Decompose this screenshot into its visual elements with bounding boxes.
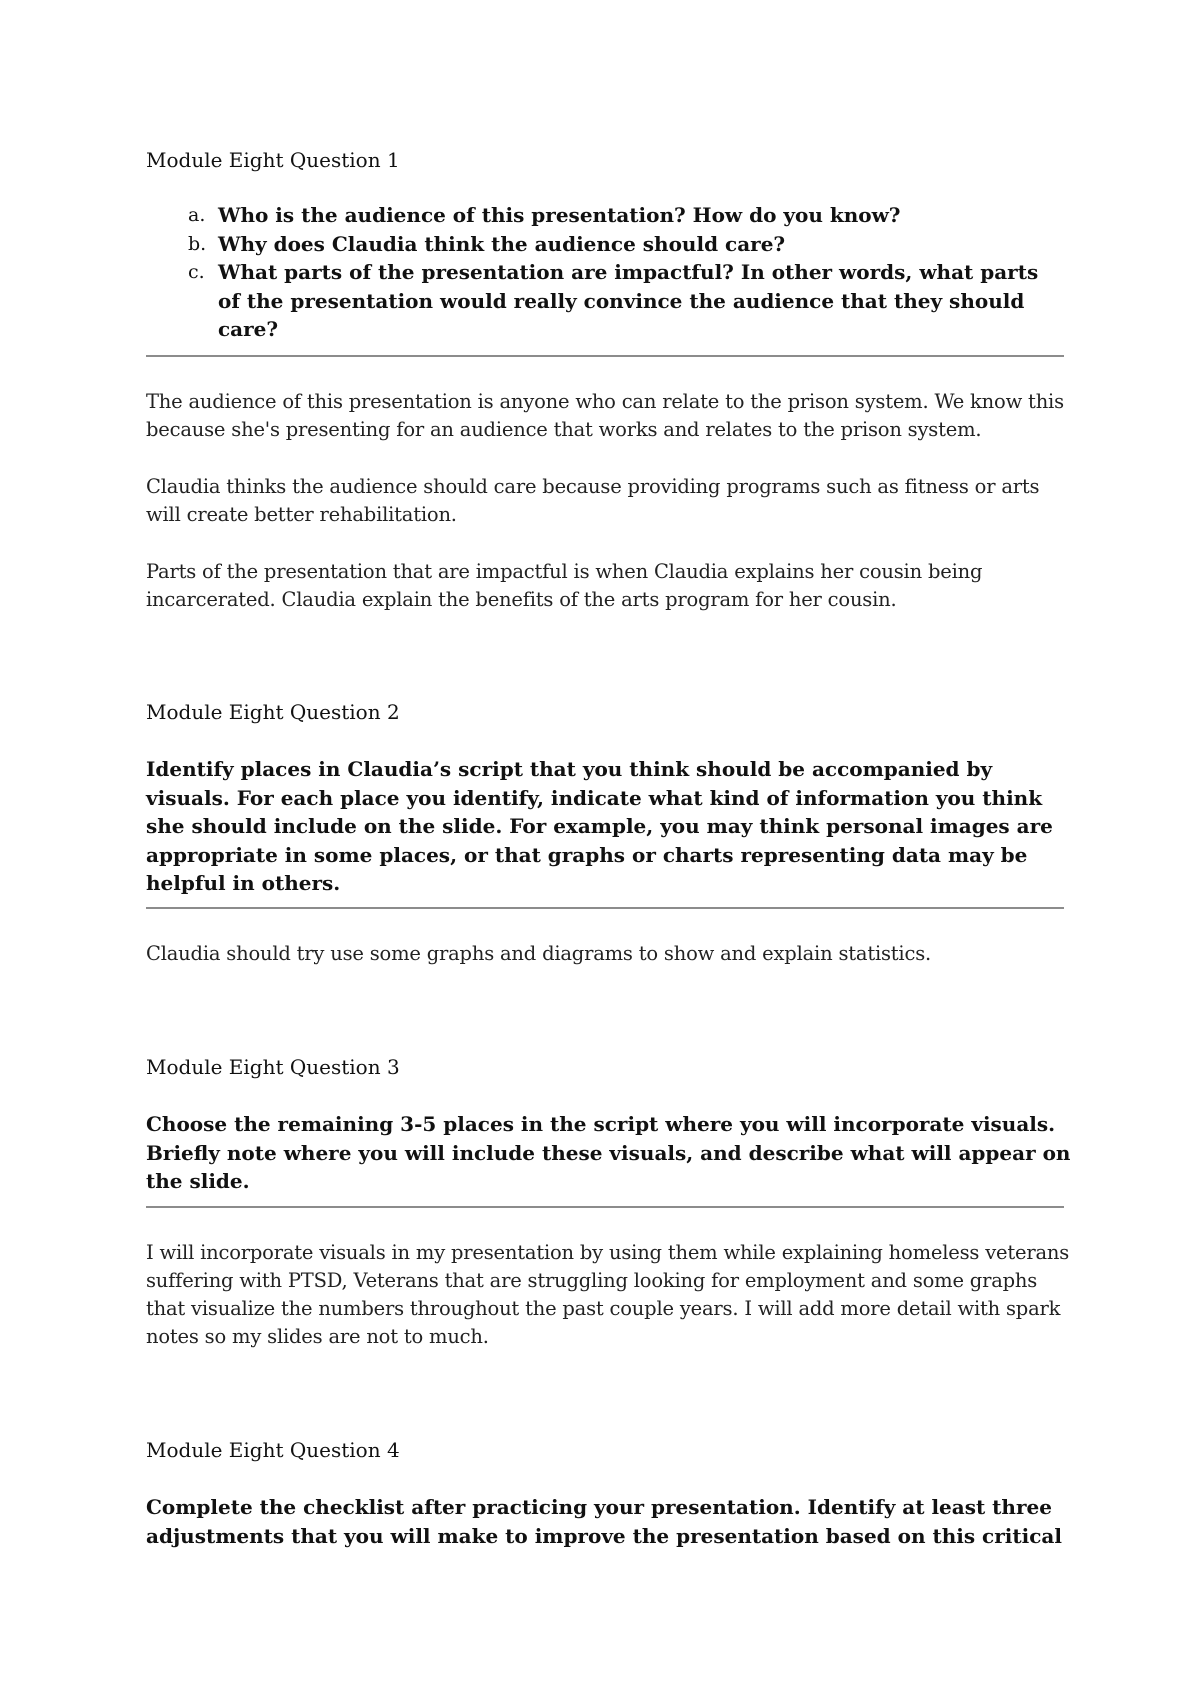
question-1-item-a (146, 201, 1066, 230)
question-4-prompt: Complete the checklist after practicing your presentation. Identify at least three adjustments that you will make to improve the presentation based on this critical (146, 1495, 1062, 1548)
question-1-answer-1: The audience of this presentation is anyone who can relate to the prison system. We know this because she's presenting for an audience that works and relates to the prison system. (146, 390, 1064, 441)
list-item-text: What parts of the presentation are impactful? In other words, what parts of the presentation would really convince the audience that they should care? (218, 260, 1039, 341)
list-marker: c. (188, 261, 205, 283)
list-marker: b. (188, 232, 207, 255)
question-2-answer: Claudia should try use some graphs and diagrams to show and explain statistics. (146, 942, 931, 965)
list-marker: a. (188, 204, 206, 226)
question-1-heading: Module Eight Question 1 (146, 148, 400, 172)
divider-rule (146, 1206, 1064, 1208)
question-4-heading: Module Eight Question 4 (146, 1438, 400, 1462)
question-3-answer: I will incorporate visuals in my presentation by using them while explaining homeless veterans suffering with PTSD, Veterans that are struggling looking for employment and some graphs that visualize the numbers throughout the past couple years. I will add more detail with spark notes so my slides are not to much. (146, 1241, 1070, 1348)
question-1-list (146, 201, 1066, 344)
question-2-heading: Module Eight Question 2 (146, 700, 400, 724)
divider-rule (146, 355, 1064, 357)
question-1-item-b (146, 230, 1066, 259)
divider-rule (146, 907, 1064, 909)
list-item-text: Who is the audience of this presentation? How do you know? (218, 203, 901, 227)
question-1-answer-2: Claudia thinks the audience should care because providing programs such as fitness or arts will create better rehabilitation. (146, 475, 1040, 526)
question-1-answer-3: Parts of the presentation that are impactful is when Claudia explains her cousin being incarcerated. Claudia explain the benefits of the arts program for her cousin. (146, 560, 983, 611)
question-1-item-c (146, 258, 1066, 344)
list-item-text: Why does Claudia think the audience should care? (218, 231, 786, 256)
question-3-prompt: Choose the remaining 3-5 places in the script where you will incorporate visuals. Briefly note where you will include these visuals, and describe what will appear on the slide. (146, 1112, 1071, 1193)
question-2-prompt: Identify places in Claudia’s script that you think should be accompanied by visuals. For each place you identify, indicate what kind of information you think she should include on the slide. For example, you may think personal images are appropriate in some places, or that graphs or charts representing data may be helpful in others. (146, 757, 1053, 895)
question-3-heading: Module Eight Question 3 (146, 1055, 400, 1079)
